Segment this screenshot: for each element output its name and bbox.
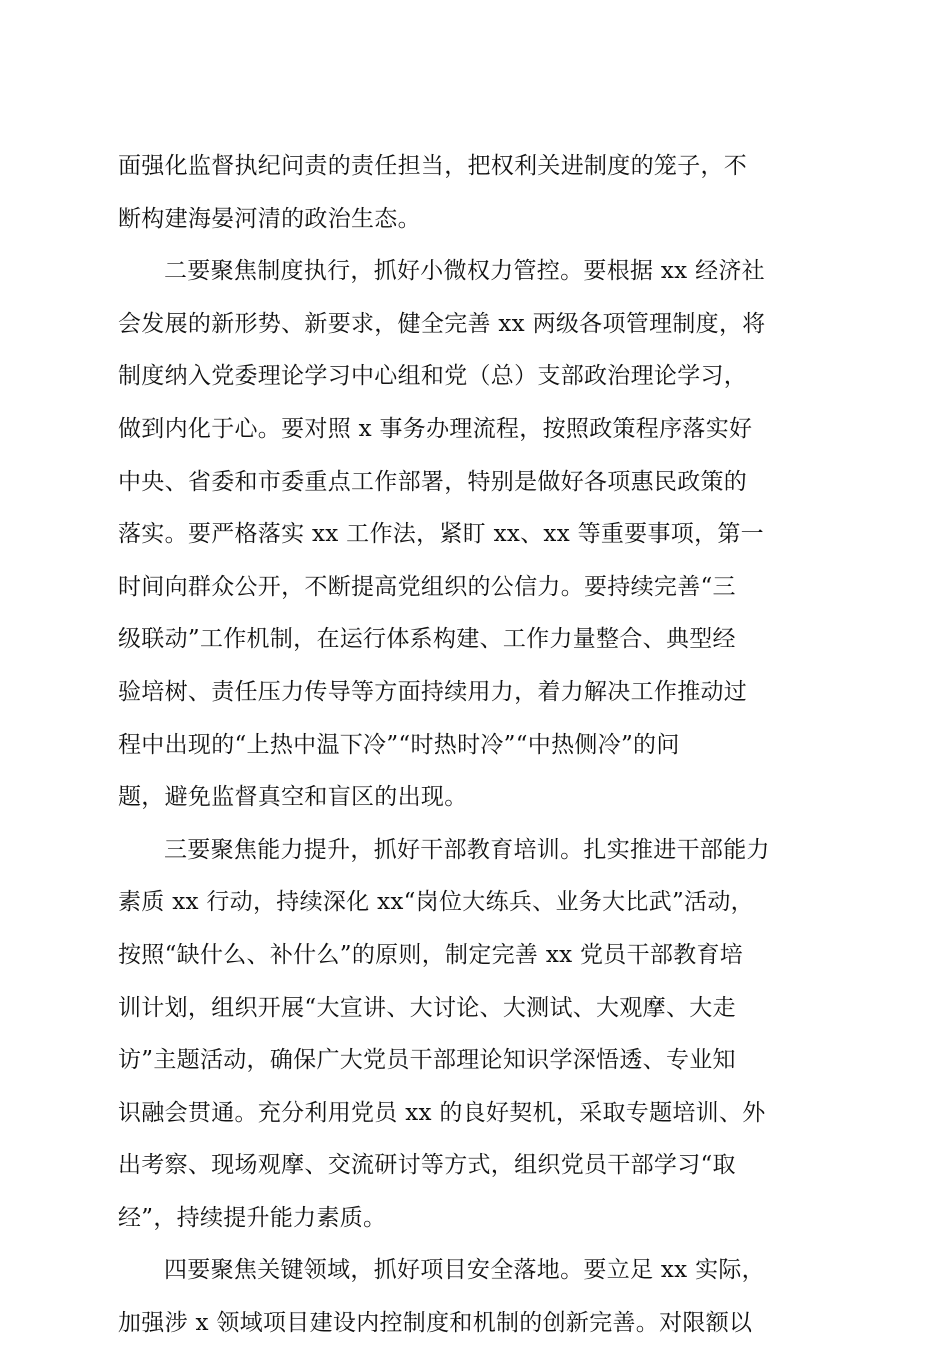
text-line: 训计划，组织开展“大宣讲、大讨论、大测试、大观摩、大走 [118,994,736,1021]
text-line: 按照“缺什么、补什么”的原则，制定完善 xx 党员干部教育培 [118,941,744,968]
text-line: 程中出现的“上热中温下冷”“时热时冷”“中热侧冷”的问 [118,731,680,758]
text-line: 中央、省委和市委重点工作部署，特别是做好各项惠民政策的 [118,468,748,495]
text-line: 出考察、现场观摩、交流研讨等方式，组织党员干部学习“取 [118,1152,736,1179]
text-line: 会发展的新形势、新要求，健全完善 xx 两级各项管理制度，将 [118,310,766,337]
text-line: 二要聚焦制度执行，抓好小微权力管控。要根据 xx 经济社 [164,258,765,285]
text-line: 三要聚焦能力提升，抓好干部教育培训。扎实推进干部能力 [164,836,770,863]
text-line: 识融会贯通。充分利用党员 xx 的良好契机，采取专题培训、外 [118,1099,766,1126]
document-body [118,140,822,1350]
text-line: 面强化监督执纪问责的责任担当，把权利关进制度的笼子，不 [118,153,748,179]
text-line: 四要聚焦关键领域，抓好项目安全落地。要立足 xx 实际， [164,1257,765,1284]
text-line: 素质 xx 行动，持续深化 xx“岗位大练兵、业务大比武”活动， [118,889,754,916]
text-line: 加强涉 x 领域项目建设内控制度和机制的创新完善。对限额以 [118,1310,753,1337]
text-line: 落实。要严格落实 xx 工作法，紧盯 xx、xx 等重要事项，第一 [118,521,764,548]
paragraph-3-capability-improvement [118,824,822,1245]
paragraph-4-key-areas [118,1244,822,1349]
paragraph-1-continuation [118,140,822,245]
text-line: 级联动”工作机制，在运行体系构建、工作力量整合、典型经 [118,626,736,653]
text-line: 时间向群众公开，不断提高党组织的公信力。要持续完善“三 [118,573,736,600]
text-line: 做到内化于心。要对照 x 事务办理流程，按照政策程序落实好 [118,415,753,442]
text-line: 制度纳入党委理论学习中心组和党（总）支部政治理论学习， [118,363,748,390]
paragraph-2-institution-execution [118,245,822,824]
text-line: 验培树、责任压力传导等方面持续用力，着力解决工作推动过 [118,678,748,705]
text-line: 断构建海晏河清的政治生态。 [118,205,421,232]
text-line: 访”主题活动，确保广大党员干部理论知识学深悟透、专业知 [118,1047,736,1074]
text-line: 经”，持续提升能力素质。 [118,1204,387,1231]
text-line: 题，避免监督真空和盲区的出现。 [118,784,468,811]
